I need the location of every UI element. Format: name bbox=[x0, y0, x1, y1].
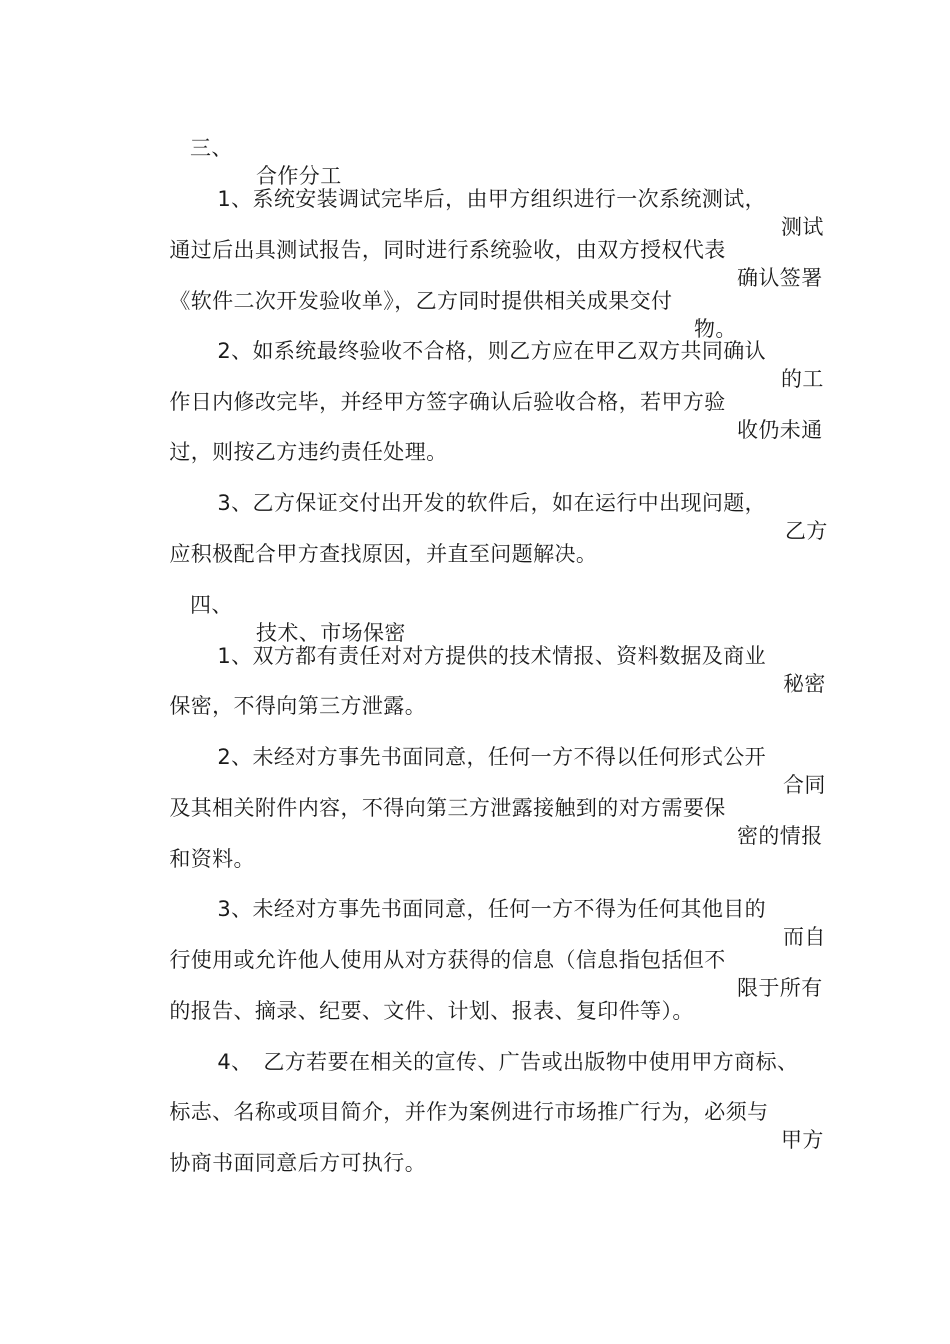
line-text-tail: 甲方 bbox=[781, 1128, 824, 1152]
line-text: 3、乙方保证交付出开发的软件后，如在运行中出现问题， bbox=[217, 491, 767, 515]
line-text-tail: 收仍未通 bbox=[737, 418, 823, 442]
line-text: 2、未经对方事先书面同意，任何一方不得以任何形式公开 bbox=[217, 745, 767, 769]
section-number: 四、 bbox=[190, 593, 233, 617]
line-text-tail: 而自 bbox=[783, 925, 826, 949]
line-text: 作日内修改完毕，并经甲方签字确认后验收合格，若甲方验 bbox=[169, 390, 726, 414]
section-title: 技术、市场保密 bbox=[256, 621, 406, 645]
line-text-tail: 乙方 bbox=[785, 519, 828, 543]
line-text: 《软件二次开发验收单》，乙方同时提供相关成果交付 bbox=[169, 289, 673, 313]
line-text-tail: 密的情报 bbox=[737, 824, 823, 848]
section-title: 合作分工 bbox=[256, 164, 342, 188]
line-text: 2、如系统最终验收不合格，则乙方应在甲乙双方共同确认 bbox=[217, 339, 767, 363]
line-text-tail: 测试 bbox=[781, 215, 824, 239]
line-text-tail: 秘密 bbox=[783, 672, 826, 696]
line-text: 通过后出具测试报告，同时进行系统验收，由双方授权代表 bbox=[169, 238, 726, 262]
line-text-tail: 物。 bbox=[694, 317, 737, 341]
line-text: 及其相关附件内容，不得向第三方泄露接触到的对方需要保 bbox=[169, 796, 726, 820]
line-text: 过，则按乙方违约责任处理。 bbox=[169, 440, 448, 464]
line-text: 标志、名称或项目简介，并作为案例进行市场推广行为，必须与 bbox=[169, 1100, 769, 1124]
line-text-tail: 限于所有 bbox=[737, 976, 823, 1000]
paragraph-line bbox=[141, 1121, 841, 1205]
line-text: 保密，不得向第三方泄露。 bbox=[169, 694, 427, 718]
line-text: 的报告、摘录、纪要、文件、计划、报表、复印件等）。 bbox=[169, 999, 694, 1023]
section-number: 三、 bbox=[190, 136, 233, 160]
line-text: 1、系统安装调试完毕后，由甲方组织进行一次系统测试， bbox=[217, 187, 767, 211]
line-text-tail: 合同 bbox=[783, 773, 826, 797]
line-text: 和资料。 bbox=[169, 847, 255, 871]
line-text: 行使用或允许他人使用从对方获得的信息（信息指包括但不 bbox=[169, 948, 726, 972]
line-text-tail: 确认签署 bbox=[737, 266, 823, 290]
line-text: 3、未经对方事先书面同意，任何一方不得为任何其他目的 bbox=[217, 897, 767, 921]
line-text: 1、双方都有责任对对方提供的技术情报、资料数据及商业 bbox=[217, 644, 767, 668]
line-text: 应积极配合甲方查找原因，并直至问题解决。 bbox=[169, 542, 598, 566]
line-text: 4、 乙方若要在相关的宣传、广告或出版物中使用甲方商标、 bbox=[217, 1050, 799, 1074]
line-text: 协商书面同意后方可执行。 bbox=[169, 1151, 427, 1175]
line-text-tail: 的工 bbox=[781, 367, 824, 391]
